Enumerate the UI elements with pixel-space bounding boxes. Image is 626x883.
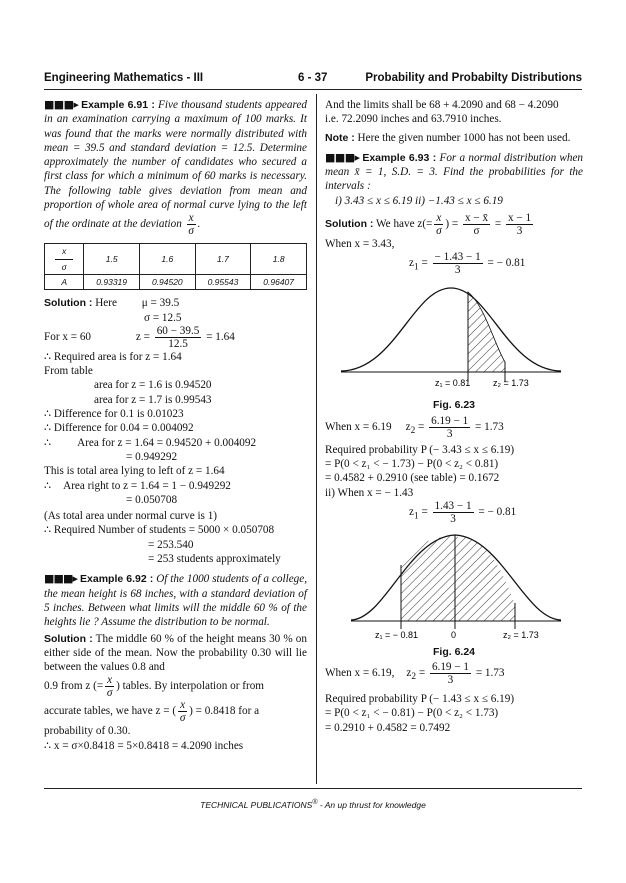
normal-curve-fig-6-23	[325, 276, 583, 396]
example-label: Example 6.93 :	[362, 151, 437, 164]
example-label: Example 6.92 :	[80, 573, 154, 586]
solution-6-92: Solution : The middle 60 % of the height means 30 % on either side of the mean. Now the probability 0.30 will lie between the values 0.8 and 0.9 from z (= $\frac{x}{\sigma}$ ) tables. By interpolation or from accurate tables, we have z = ( $\frac{x}{\sigma}$ ) = 0.8418 for a probability of 0.30. ∴ x = σ×0.8418 = 5×0.8418 = 4.2090 inches	[44, 632, 307, 752]
example-text: For a normal distribution when mean x̄ = 1, S.D. = 3. Find the probabilities for the intervals :	[325, 151, 584, 193]
table-cell: 0.95543	[195, 274, 251, 289]
example-6-93	[325, 151, 583, 194]
example-6-91: ■■■▸ Example 6.91 : Five thousand students appeared in an examination carrying a maximum of 100 marks. It was found that the marks were normally distributed with mean = 39.5 and standard deviation = 12.5. Determine approximately the number of candidates who secured a first class for which a minimum of 60 marks is necessary. The following table gives deviation from mean and proportion of whole area of normal curve lying to the left of the ordinate at the deviation $\frac{x}{\sigma}$ .	[44, 98, 308, 238]
page-number: 6 - 37	[298, 72, 328, 84]
deviation-table	[44, 243, 307, 290]
table-cell: 1.6	[139, 244, 195, 275]
publisher-name: TECHNICAL PUBLICATIONS	[200, 799, 313, 810]
example-text: Five thousand students appeared in an examination carrying a maximum of 100 marks. It was found that the marks were normally distributed with mean = 39.5 and standard deviation = 12.5. Determine approximately the number of candidates who secured a first class for which a minimum of 60 marks is necessary. The following table gives deviation from mean and proportion of whole area of normal curve lying to the left of the ordinate at the deviation	[44, 99, 308, 231]
book-title: Engineering Mathematics - III	[44, 72, 204, 84]
fraction: $\frac{x}{\sigma}$	[188, 212, 194, 238]
solution-6-93: Solution : We have z(= $\frac{x}{\sigma}$ ) = $\frac{x - x̄}{\sigma}$ = $\frac{x - 1}{3}$	[325, 212, 532, 238]
example-arrow-icon: ■■■▸	[44, 572, 78, 586]
example-arrow-icon: ■■■▸	[44, 98, 78, 111]
publisher-tagline: - An up thrust for knowledge	[317, 799, 426, 810]
figure-caption: Fig. 6.24	[432, 645, 475, 658]
normal-curve-fig-6-24	[325, 525, 583, 643]
column-divider	[316, 94, 317, 784]
table-cell: 1.8	[251, 244, 307, 275]
fig-z2-label: z₂ = 1.73	[503, 629, 539, 640]
footer-rule	[44, 788, 582, 789]
fig-z1-label: z₁ = − 0.81	[375, 629, 419, 640]
note: Note : Here the given number 1000 has not been used.	[325, 131, 571, 144]
chapter-title: Probability and Probabilty Distributions	[365, 72, 582, 84]
fig-z2-label: z₂ = 1.73	[493, 378, 529, 389]
limits-line: i.e. 72.2090 inches and 63.7910 inches.	[325, 113, 502, 126]
example-arrow-icon: ■■■▸	[325, 150, 360, 164]
solution-6-91: Solution : Here μ = 39.5 σ = 12.5 For x = 60 z = $\frac{60 - 39.5}{12.5}$ = 1.64 ∴ Required area is for z = 1.64 From table area for z = 1.6 is 0.94520 area for z = 1.7 is 0.99543 ∴ Difference for 0.1 is 0.01023 ∴ Difference for 0.04 = 0.004092 ∴ Area for z = 1.64 = 0.94520 + 0.004092 = 0.949292 This is total area lying to left of z = 1.64 ∴ Area right to z = 1.64 = 1 − 0.949292 = 0.050708 (As total area under normal curve is 1) ∴ Required Number of students = 5000 × 0.050708 = 253.540 = 253 students approximately	[44, 297, 281, 566]
left-column	[44, 98, 307, 753]
page-header	[44, 72, 582, 88]
table-header-cell: x σ	[45, 244, 84, 275]
table-row	[45, 274, 307, 289]
table-row	[45, 244, 307, 275]
intervals: i) 3.43 ≤ x ≤ 6.19 ii) −1.43 ≤ x ≤ 6.19	[335, 194, 503, 207]
fig-zero-label: 0	[451, 629, 457, 640]
example-label: Example 6.91 :	[81, 99, 155, 111]
table-cell: 0.93319	[84, 274, 140, 289]
example-6-92	[44, 572, 307, 629]
table-cell: 1.7	[195, 244, 251, 275]
page-footer: TECHNICAL PUBLICATIONS® - An up thrust for knowledge	[200, 798, 426, 810]
figure-caption: Fig. 6.23	[432, 399, 475, 412]
table-cell: 0.94520	[139, 274, 195, 289]
table-header-cell: A	[45, 274, 84, 289]
header-rule	[44, 89, 582, 90]
table-cell: 0.96407	[251, 274, 307, 289]
example-text: Of the 1000 students of a college, the mean height is 68 inches, with a standard deviation of 5 inches. Between what limits will the middle 60 % of the heights lie ? Assume the distribution to be normal.	[44, 573, 308, 629]
fig-z1-label: z₁ = 0.81	[435, 378, 471, 389]
table-cell: 1.5	[84, 244, 140, 275]
limits-line: And the limits shall be 68 + 4.2090 and 68 − 4.2090	[325, 99, 559, 111]
right-column: And the limits shall be 68 + 4.2090 and 68 − 4.2090 i.e. 72.2090 inches and 63.7910 inches. Note : Here the given number 1000 has not been used. ■■■▸ Example 6.93 : For a normal distribution when mean x̄ = 1, S.D. = 3. Find the probabilities for the intervals : i) 3.43 ≤ x ≤ 6.19 ii) −1.43 ≤ x ≤ 6.19 Solution : We have z(= $\frac{x}{\sigma}$ ) = $\frac{x - x̄}{\sigma}$ = $\frac{x - 1}{3}$ When x = 3.43, $z_1$ = $\frac{- 1.43 - 1}{3}$ = − 0.81 z₁ = 0.81 z₂ = 1.73 Fig. 6.23 When x = 6.19 $z_2$ = $\frac{6.19 - 1}{3}$ = 1.73 Required probability P (− 3.43 ≤ x ≤ 6.19) = P(0 < z₁ < − 1.73) − P(0 < z₂ < 0.81) = 0.4582 + 0.2910 (see table) = 0.1672 ii) When x = − 1.43 $z_1$ = $\frac{1.43 - 1}{3}$ = − 0.81 z₁ = − 0.81 0 z₂ = 1.73 Fig. 6.24 When x = 6.19, $z_2$ = $\frac{6.19 - 1}{3}$ = 1.73 Required probability P (− 1.43 ≤ x ≤ 6.19) = P(0 < z₁ < − 0.81) − P(0 < z₂ < 1.73) = 0.2910 + 0.4582 = 0.7492	[325, 99, 584, 734]
